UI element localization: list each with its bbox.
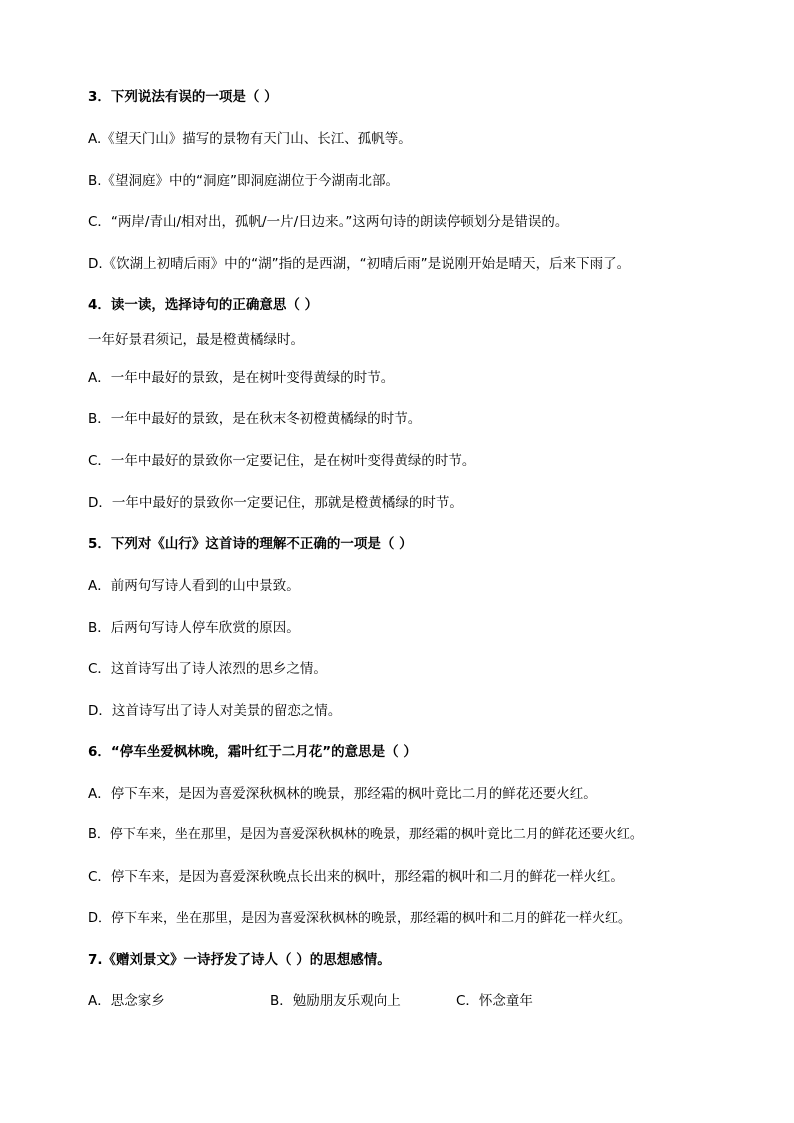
question-4-option-c: C．一年中最好的景致你一定要记住，是在树叶变得黄绿的时节。 xyxy=(88,453,476,469)
question-6-option-d: D．停下车来，坐在那里，是因为喜爱深秋枫林的晚景，那经霜的枫叶和二月的鲜花一样火红。 xyxy=(88,911,632,926)
question-4-option-d: D．一年中最好的景致你一定要记住，那就是橙黄橘绿的时节。 xyxy=(88,495,463,511)
question-5-title: 5．下列对《山行》这首诗的理解不正确的一项是（ ） xyxy=(88,536,413,552)
question-3-option-c: C．“两岸/青山/相对出，孤帆/一片/日边来。”这两句诗的朗读停顿划分是错误的。 xyxy=(88,214,569,230)
question-5-option-a: A．前两句写诗人看到的山中景致。 xyxy=(88,578,300,594)
question-5-option-c: C．这首诗写出了诗人浓烈的思乡之情。 xyxy=(88,661,327,677)
question-5-option-b: B．后两句写诗人停车欣赏的原因。 xyxy=(88,620,300,636)
question-7-title: 7.《赠刘景文》一诗抒发了诗人（ ）的思想感情。 xyxy=(88,952,391,968)
question-6-title: 6．“停车坐爱枫林晚，霜叶红于二月花”的意思是（ ） xyxy=(88,744,417,760)
question-4-option-b: B．一年中最好的景致，是在秋末冬初橙黄橘绿的时节。 xyxy=(88,411,422,427)
question-7-option-b: B．勉励朋友乐观向上 xyxy=(270,993,401,1009)
question-3-option-a: A.《望天门山》描写的景物有天门山、长江、孤帆等。 xyxy=(88,131,412,147)
question-7-options xyxy=(88,992,688,1010)
question-7-option-c: C．怀念童年 xyxy=(456,993,533,1009)
question-6-option-a: A．停下车来，是因为喜爱深秋枫林的晚景，那经霜的枫叶竟比二月的鲜花还要火红。 xyxy=(88,786,597,802)
question-4-title: 4．读一读，选择诗句的正确意思（ ） xyxy=(88,297,319,313)
question-4-stem: 一年好景君须记，最是橙黄橘绿时。 xyxy=(88,332,304,348)
question-3-title: 3．下列说法有误的一项是（ ） xyxy=(88,89,278,105)
question-6-option-b: B．停下车来，坐在那里，是因为喜爱深秋枫林的晚景，那经霜的枫叶竟比二月的鲜花还要火红。 xyxy=(88,827,643,842)
question-3-option-d: D.《饮湖上初晴后雨》中的“湖”指的是西湖，“初晴后雨”是说刚开始是晴天，后来下雨了。 xyxy=(88,256,631,272)
question-7-option-a: A．思念家乡 xyxy=(88,993,165,1009)
question-3-option-b: B.《望洞庭》中的“洞庭”即洞庭湖位于今湖南北部。 xyxy=(88,173,400,189)
question-4-option-a: A．一年中最好的景致，是在树叶变得黄绿的时节。 xyxy=(88,370,395,386)
question-5-option-d: D．这首诗写出了诗人对美景的留恋之情。 xyxy=(88,703,342,719)
question-6-option-c: C．停下车来，是因为喜爱深秋晚点长出来的枫叶，那经霜的枫叶和二月的鲜花一样火红。 xyxy=(88,869,624,885)
